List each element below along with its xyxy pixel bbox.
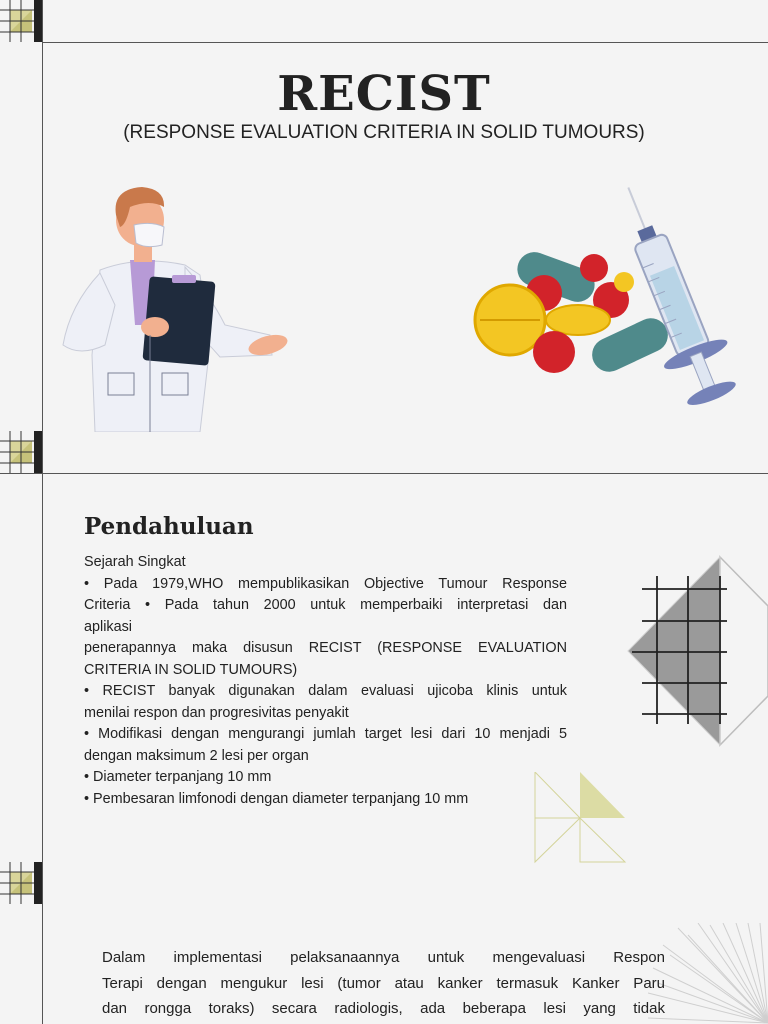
text-line: dengan maksimum 2 lesi per organ xyxy=(84,747,309,764)
doctor-illustration xyxy=(60,185,310,432)
text-line: Terapi dengan mengukur lesi (tumor atau kanker termasuk Kanker Paru xyxy=(102,974,665,992)
corner-grid-icon xyxy=(0,0,42,42)
decorative-sunburst xyxy=(648,923,768,1024)
pills-syringe-illustration xyxy=(472,178,742,413)
corner-grid-icon xyxy=(0,431,42,473)
decorative-diamond-grid xyxy=(622,554,768,749)
border-vertical xyxy=(42,432,43,473)
border-vertical xyxy=(42,0,43,432)
text-line: Sejarah Singkat xyxy=(84,554,186,570)
intro-paragraph xyxy=(84,552,567,810)
text-line: • Diameter terpanjang 10 mm xyxy=(84,769,272,785)
text-line: CRITERIA IN SOLID TUMOURS) xyxy=(84,661,298,678)
text-line: menilai respon dan progresivitas penyakit xyxy=(84,704,349,721)
text-line: dan rongga toraks) secara radiologis, ada beberapa lesi yang tidak xyxy=(102,1000,665,1017)
border-vertical xyxy=(42,905,43,1024)
slide-title xyxy=(0,0,768,433)
text-line: Criteria • Pada tahun 2000 untuk memperbaiki interpretasi dan xyxy=(84,597,567,613)
border-vertical xyxy=(42,474,43,906)
corner-grid-icon xyxy=(0,862,42,904)
implementation-paragraph xyxy=(102,945,665,1022)
page-subtitle: (RESPONSE EVALUATION CRITERIA IN SOLID TUMOURS) xyxy=(123,122,645,143)
text-line: • Modifikasi dengan mengurangi jumlah target lesi dari 10 menjadi 5 xyxy=(84,726,567,742)
text-line: • Pembesaran limfonodi dengan diameter terpanjang 10 mm xyxy=(84,790,469,807)
slide-gap xyxy=(0,432,768,473)
section-heading: Pendahuluan xyxy=(84,513,254,540)
text-line: aplikasi xyxy=(84,618,132,635)
text-line: Dalam implementasi pelaksanaannya untuk mengevaluasi Respon xyxy=(102,949,665,966)
border-horizontal xyxy=(42,42,768,43)
page-title: RECIST xyxy=(277,66,491,122)
text-line: penerapannya maka disusun RECIST (RESPONSE EVALUATION xyxy=(84,640,567,656)
text-line: • RECIST banyak digunakan dalam evaluasi ujicoba klinis untuk xyxy=(84,683,567,699)
text-line: • Pada 1979,WHO mempublikasikan Objective Tumour Response xyxy=(84,575,567,592)
